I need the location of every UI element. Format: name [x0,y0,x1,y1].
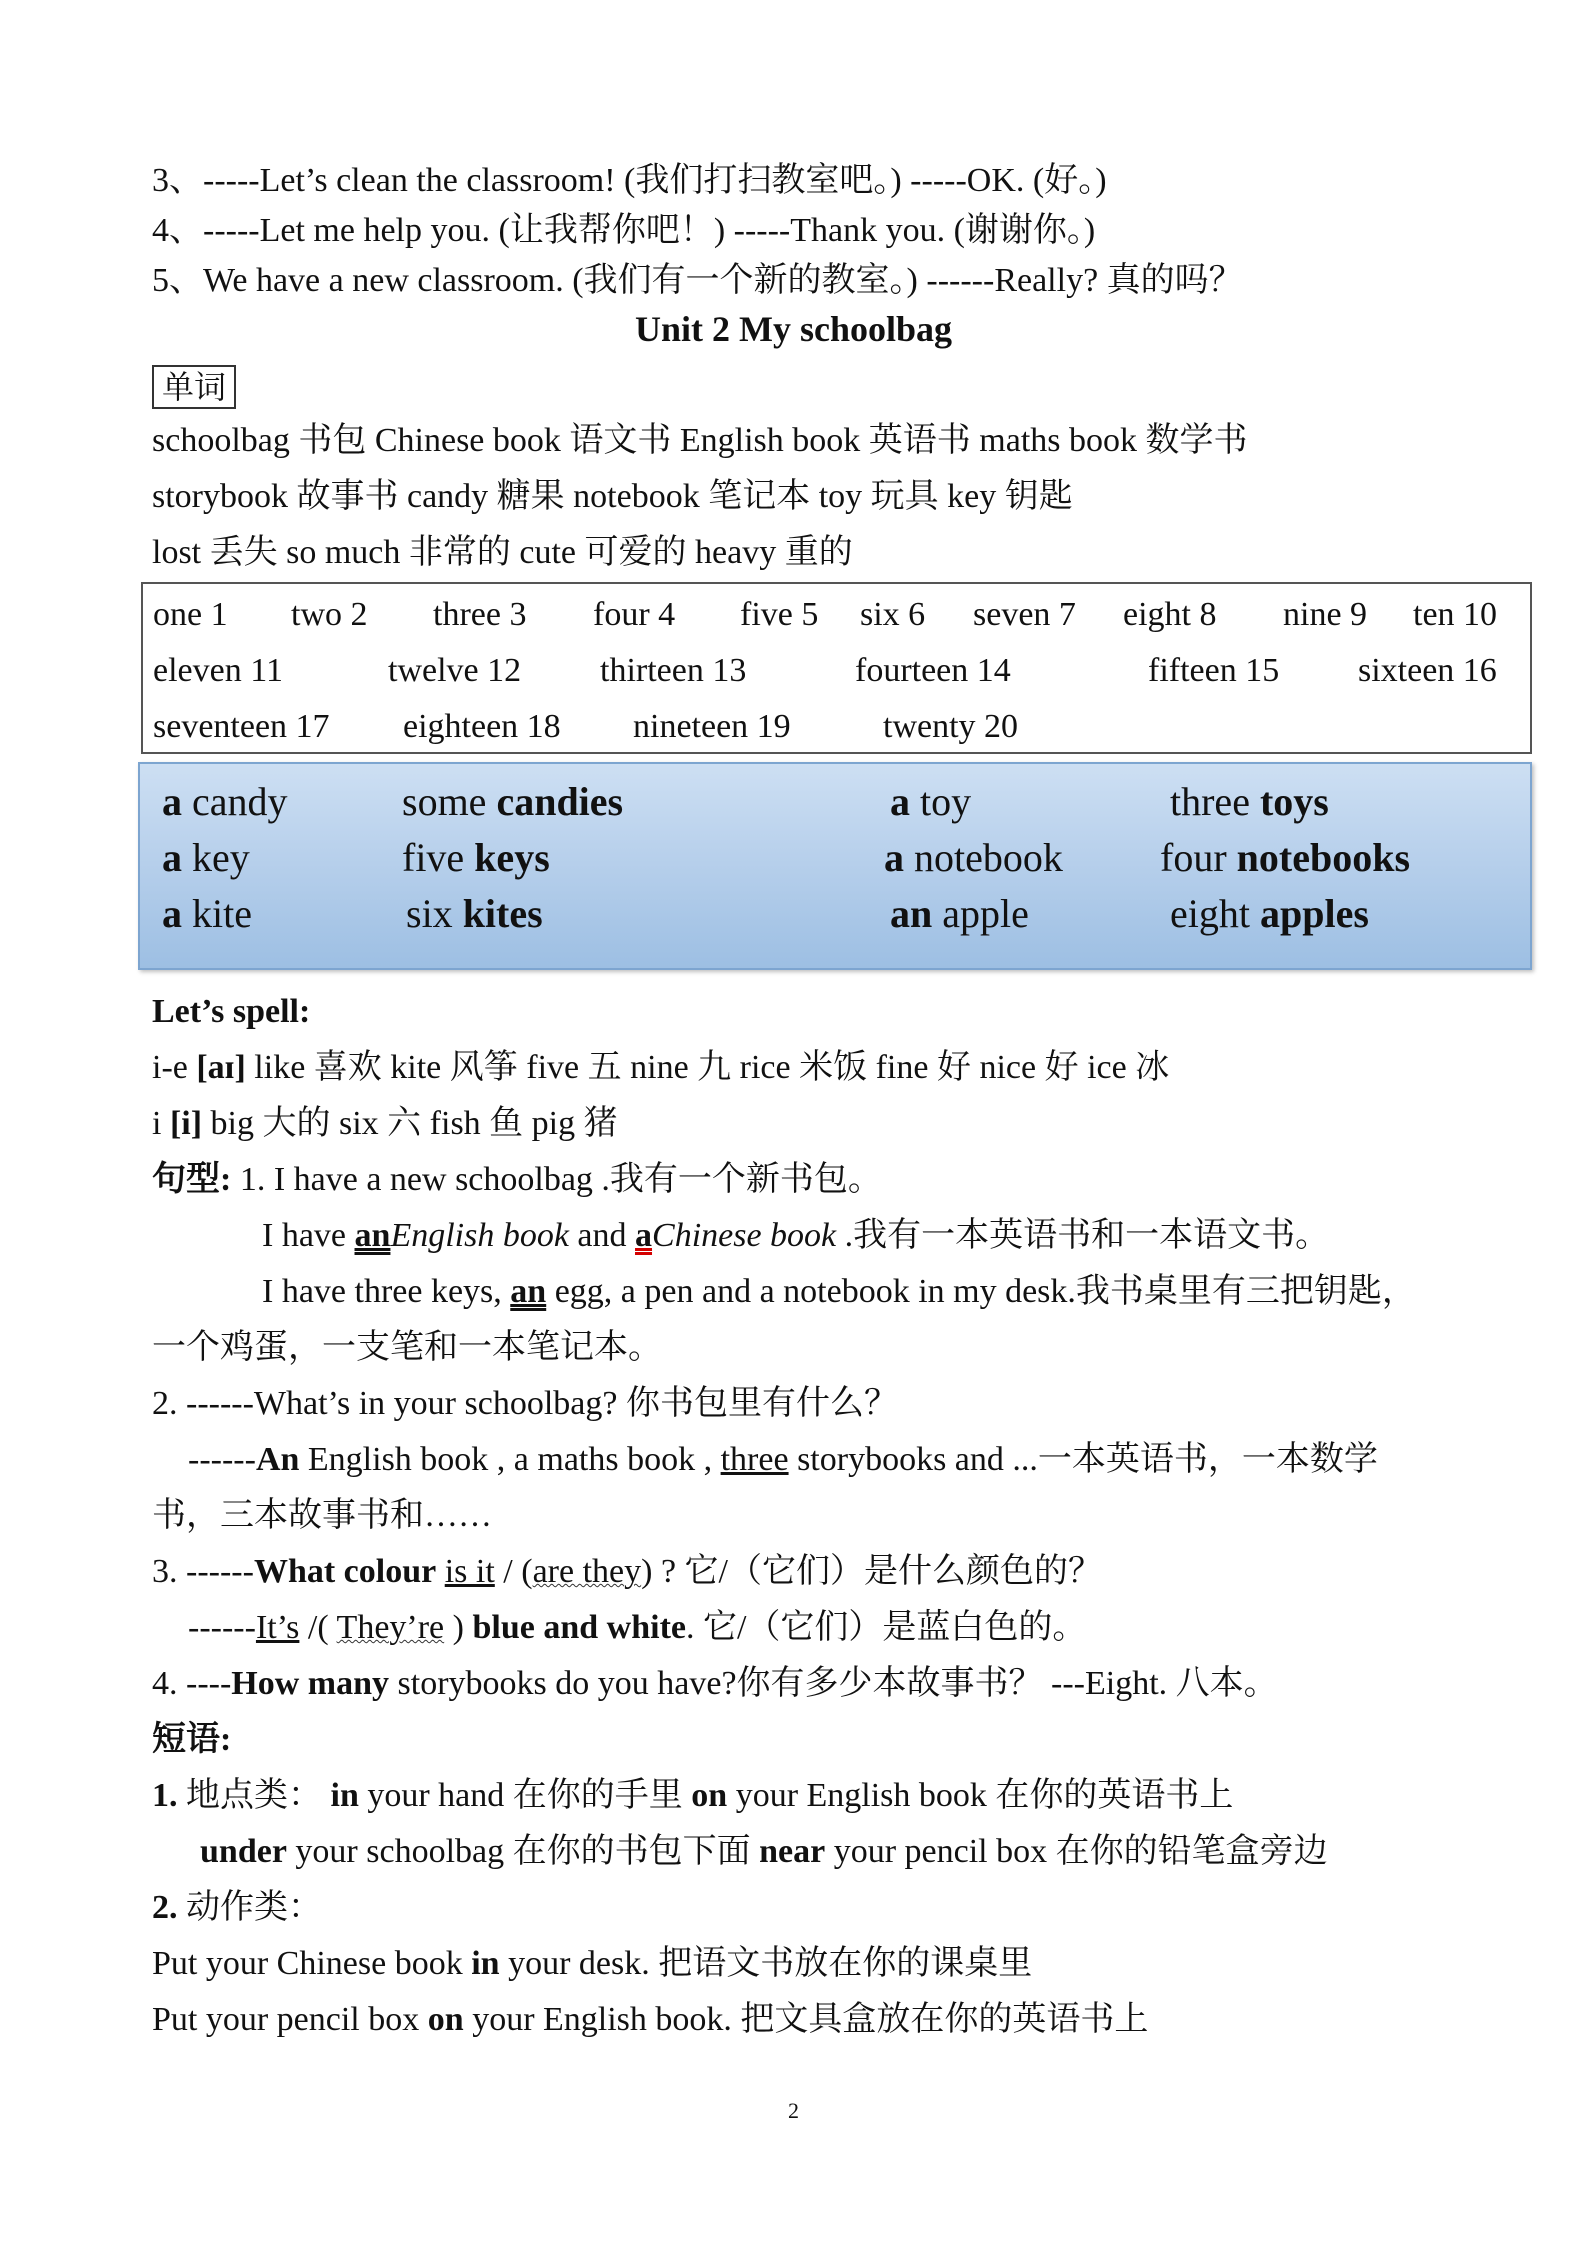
number-item: nine 9 [1283,596,1368,633]
sentence-1c: I have three keys, an egg, a pen and a notebook in my desk.我书桌里有三把钥匙， [262,1273,1416,1310]
dialogue-line-5: 5、We have a new classroom. (我们有一个新的教室。) ------Really? 真的吗？ [152,262,1243,299]
unit-title: Unit 2 My schoolbag [634,309,953,349]
page-number: 2 [788,2098,799,2123]
vocab-line-2: storybook 故事书 candy 糖果 notebook 笔记本 toy 玩具 key 钥匙 [152,478,1073,515]
number-item: twelve 12 [388,652,522,689]
singular-item: a toy [890,779,972,824]
phrases-heading: 短语: [152,1721,232,1758]
number-item: twenty 20 [883,708,1019,745]
dialogue-line-3: 3、-----Let’s clean the classroom! (我们打扫教室吧。) -----OK. (好。) [152,162,1107,199]
number-item: fifteen 15 [1148,652,1280,689]
spell-line-2: i [i] big 大的 six 六 fish 鱼 pig 猪 [152,1105,618,1142]
number-item: sixteen 16 [1358,652,1497,689]
number-item: thirteen 13 [600,652,747,689]
plurals-box [138,762,1532,970]
spell-line-1: i-e [aɪ] like 喜欢 kite 风筝 five 五 nine 九 rice 米饭 fine 好 nice 好 ice 冰 [152,1049,1170,1086]
spell-heading: Let’s spell: [152,993,311,1030]
plural-item: three toys [1170,779,1329,824]
phrase-action-2: Put your pencil box on your English book. 把文具盒放在你的英语书上 [152,2001,1149,2038]
plural-item: five keys [402,835,550,880]
singular-item: a key [162,835,250,880]
sentence-1: 句型: 1. I have a new schoolbag .我有一个新书包。 [152,1161,882,1198]
numbers-box [141,582,1532,754]
phrase-action-1: Put your Chinese book in your desk. 把语文书放在你的课桌里 [152,1945,1033,1982]
number-item: seventeen 17 [153,708,330,745]
phrase-location-2: under your schoolbag 在你的书包下面 near your pencil box 在你的铅笔盒旁边 [200,1833,1328,1870]
singular-item: a kite [162,891,252,936]
sentence-3: 3. ------What colour is it / (are they) ? 它/（它们）是什么颜色的？ [152,1553,1102,1590]
singular-item: a candy [162,779,288,824]
vocab-tag: 单词 [152,365,236,409]
singular-item: an apple [890,891,1029,936]
number-item: five 5 [740,596,819,633]
sentence-3b: ------It’s /( They’re ) blue and white. 它/（它们）是蓝白色的。 [188,1609,1087,1646]
vocab-line-3: lost 丢失 so much 非常的 cute 可爱的 heavy 重的 [152,534,853,571]
number-item: eighteen 18 [403,708,561,745]
number-item: seven 7 [973,596,1076,633]
number-item: four 4 [593,596,676,633]
number-item: six 6 [860,596,926,633]
sentence-4: 4. ----How many storybooks do you have?你有多少本故事书？ ---Eight. 八本。 [152,1665,1278,1702]
sentence-1b: I have anEnglish book and aChinese book .我有一本英语书和一本语文书。 [262,1217,1330,1254]
number-item: ten 10 [1413,596,1498,633]
phrase-action-heading: 2. 动作类： [152,1889,322,1926]
plural-item: four notebooks [1160,835,1411,880]
sentence-1d: 一个鸡蛋，一支笔和一本笔记本。 [152,1329,662,1366]
plural-item: six kites [406,891,543,936]
sentence-2: 2. ------What’s in your schoolbag? 你书包里有什么？ [152,1385,898,1422]
number-item: one 1 [153,596,228,633]
vocab-line-1: schoolbag 书包 Chinese book 语文书 English book 英语书 maths book 数学书 [152,422,1248,459]
number-item: eight 8 [1123,596,1217,633]
number-item: two 2 [291,596,368,633]
number-item: three 3 [433,596,527,633]
plural-item: eight apples [1170,891,1369,936]
sentence-2c: 书，三本故事书和…… [152,1497,492,1534]
number-item: fourteen 14 [855,652,1011,689]
plural-item: some candies [402,779,624,824]
number-item: nineteen 19 [633,708,791,745]
singular-item: a notebook [884,835,1063,880]
sentence-2b: ------An English book , a maths book , three storybooks and ...一本英语书，一本数学 [188,1441,1378,1478]
number-item: eleven 11 [153,652,283,689]
dialogue-line-4: 4、-----Let me help you. (让我帮你吧！) -----Thank you. (谢谢你。) [152,212,1096,249]
phrase-location-1: 1. 地点类： in your hand 在你的手里 on your English book 在你的英语书上 [152,1777,1234,1814]
